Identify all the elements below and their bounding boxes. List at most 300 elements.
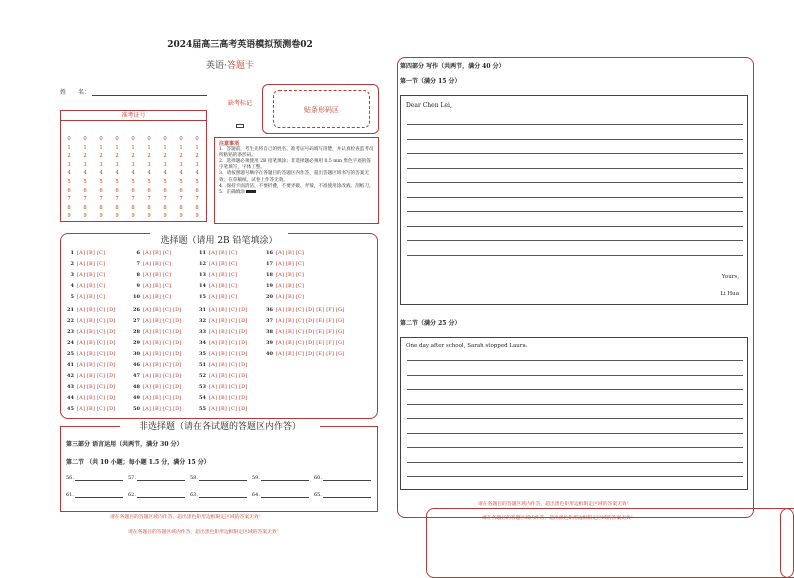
admission-digit-option[interactable]: 0 [179, 136, 183, 142]
admission-digit-option[interactable]: 5 [147, 178, 151, 185]
admission-digit-option[interactable]: 7 [147, 196, 151, 203]
writing-line[interactable] [407, 255, 743, 256]
choice-question[interactable] [130, 294, 171, 300]
admission-digit-option[interactable]: 9 [163, 213, 167, 220]
answer-bubbles[interactable]: [A] [B] [C] [276, 294, 305, 300]
blank-line[interactable] [261, 480, 309, 481]
admission-digit-option[interactable]: 6 [147, 187, 151, 194]
blank-line[interactable] [199, 480, 247, 481]
fill-blank[interactable] [66, 475, 123, 481]
writing-line[interactable] [407, 182, 743, 183]
admission-digit-option[interactable]: 6 [179, 187, 183, 194]
admission-digit-column[interactable] [64, 135, 74, 221]
choice-question[interactable] [196, 294, 237, 300]
choice-question[interactable] [263, 351, 344, 357]
choice-question[interactable] [64, 406, 116, 412]
admission-digit-option[interactable]: 5 [83, 178, 87, 185]
writing-line[interactable] [407, 153, 743, 154]
admission-digit-option[interactable]: 1 [195, 144, 199, 151]
writing-line[interactable] [407, 124, 743, 125]
admission-digit-option[interactable]: 6 [195, 187, 199, 194]
choice-question[interactable] [196, 351, 248, 357]
fill-blank[interactable] [252, 475, 309, 481]
answer-bubbles[interactable]: [A] [B] [C] [143, 250, 172, 256]
fill-blank[interactable] [314, 475, 371, 481]
choice-question[interactable] [263, 261, 304, 267]
choice-question[interactable] [130, 395, 182, 401]
answer-bubbles[interactable]: [A] [B] [C] [D] [143, 373, 182, 379]
admission-digit-option[interactable]: 7 [179, 196, 183, 203]
answer-bubbles[interactable]: [A] [B] [C] [D] [209, 318, 248, 324]
answer-bubbles[interactable]: [A] [B] [C] [209, 250, 238, 256]
question-number: 33 [199, 329, 206, 335]
choice-section-title: 选择题（请用 2B 铅笔填涂） [150, 233, 288, 246]
answer-bubbles[interactable]: [A] [B] [C] [D] [209, 395, 248, 401]
answer-bubbles[interactable]: [A] [B] [C] [276, 250, 305, 256]
admission-digit-option[interactable]: 3 [131, 161, 135, 168]
choice-question[interactable] [263, 340, 344, 346]
admission-digit-option[interactable]: 2 [83, 153, 87, 160]
answer-bubbles[interactable]: [A] [B] [C] [D] [77, 384, 116, 390]
part4-section2-heading: 第二节（满分 25 分） [400, 320, 461, 327]
admission-digit-option[interactable]: 0 [163, 136, 167, 142]
writing-line[interactable] [407, 211, 743, 212]
answer-bubbles[interactable]: [A] [B] [C] [143, 261, 172, 267]
answer-bubbles[interactable]: [A] [B] [C] [276, 261, 305, 267]
admission-digit-option[interactable]: 1 [163, 144, 167, 151]
answer-bubbles[interactable]: [A] [B] [C] [D] [77, 307, 116, 313]
writing-line[interactable] [407, 433, 743, 434]
admission-digit-option[interactable]: 7 [163, 196, 167, 203]
admission-digit-option[interactable]: 8 [99, 204, 103, 211]
blank-line[interactable] [75, 497, 123, 498]
question-number: 23 [67, 329, 74, 335]
admission-digit-option[interactable]: 4 [147, 170, 151, 177]
blank-line[interactable] [323, 480, 371, 481]
writing-line[interactable] [407, 404, 743, 405]
choice-question[interactable] [64, 329, 116, 335]
choice-question[interactable] [196, 395, 248, 401]
blank-line[interactable] [137, 497, 185, 498]
admission-digit-option[interactable]: 7 [115, 196, 119, 203]
choice-question[interactable] [196, 362, 248, 368]
choice-question[interactable] [263, 294, 304, 300]
blank-line[interactable] [323, 497, 371, 498]
choice-question[interactable] [196, 406, 248, 412]
answer-bubbles[interactable]: [A] [B] [C] [209, 294, 238, 300]
question-number: 14 [199, 283, 206, 289]
choice-question[interactable] [263, 307, 344, 313]
answer-bubbles[interactable]: [A] [B] [C] [D] [77, 318, 116, 324]
admission-digit-option[interactable]: 3 [99, 161, 103, 168]
question-number: 41 [67, 362, 74, 368]
instruction-line: 4．保持卡面清洁，不要折叠，不要弄破、弄皱，不准使用涂改液、刮纸刀。 [219, 183, 374, 189]
fill-blank[interactable] [66, 492, 123, 498]
fill-blank[interactable] [314, 492, 371, 498]
choice-question[interactable] [130, 384, 182, 390]
writing-line[interactable] [407, 360, 743, 361]
admission-digit-option[interactable]: 3 [195, 161, 199, 168]
answer-bubbles[interactable]: [A] [B] [C] [77, 283, 106, 289]
answer-bubbles[interactable]: [A] [B] [C] [276, 272, 305, 278]
letter-greeting: Dear Chen Lei, [406, 102, 452, 109]
choice-question[interactable] [196, 272, 237, 278]
admission-digit-option[interactable]: 0 [83, 136, 87, 142]
admission-digit-option[interactable]: 0 [195, 136, 199, 142]
writing-line[interactable] [407, 418, 743, 419]
nonchoice-section-title: 非选择题（请在各试题的答题区内作答） [120, 419, 320, 432]
admission-digit-column[interactable] [80, 135, 90, 221]
admission-digit-option[interactable]: 8 [115, 204, 119, 211]
choice-question[interactable] [64, 272, 105, 278]
admission-digit-option[interactable]: 8 [195, 204, 199, 211]
admission-digit-column[interactable] [176, 135, 186, 221]
question-number: 4 [70, 283, 74, 289]
choice-question[interactable] [196, 283, 237, 289]
answer-bubbles[interactable]: [A] [B] [C] [D] [209, 362, 248, 368]
fill-blank[interactable] [128, 492, 185, 498]
choice-question[interactable] [130, 318, 182, 324]
admission-digit-option[interactable]: 2 [179, 153, 183, 160]
admission-digit-option[interactable]: 4 [67, 170, 71, 177]
answer-bubbles[interactable]: [A] [B] [C] [209, 261, 238, 267]
choice-question[interactable] [130, 261, 171, 267]
blank-number: 62. [128, 492, 136, 498]
fill-example-label: 5．正确填涂 [219, 189, 245, 195]
question-number: 28 [133, 329, 140, 335]
admission-digit-option[interactable]: 8 [179, 204, 183, 211]
admission-digit-option[interactable]: 1 [115, 144, 119, 151]
answer-bubbles[interactable]: [A] [B] [C] [D] [E] [F] [G] [276, 329, 345, 335]
choice-question[interactable] [263, 329, 344, 335]
admission-digit-option[interactable]: 3 [163, 161, 167, 168]
choice-question[interactable] [196, 384, 248, 390]
writing-line[interactable] [407, 447, 743, 448]
admission-digit-column[interactable] [96, 135, 106, 221]
writing-line[interactable] [407, 226, 743, 227]
question-number: 11 [199, 250, 206, 256]
answer-bubbles[interactable]: [A] [B] [C] [209, 272, 238, 278]
choice-question[interactable] [196, 261, 237, 267]
fill-blank[interactable] [190, 492, 247, 498]
answer-bubbles[interactable]: [A] [B] [C] [276, 283, 305, 289]
answer-bubbles[interactable]: [A] [B] [C] [D] [209, 406, 248, 412]
admission-digit-option[interactable]: 3 [83, 161, 87, 168]
admission-digit-option[interactable]: 2 [147, 153, 151, 160]
choice-question[interactable] [130, 307, 182, 313]
blank-line[interactable] [137, 480, 185, 481]
admission-digit-option[interactable]: 9 [83, 213, 87, 220]
answer-bubbles[interactable]: [A] [B] [C] [D] [143, 384, 182, 390]
admission-digit-column[interactable] [112, 135, 122, 221]
admission-digit-option[interactable]: 6 [83, 187, 87, 194]
answer-bubbles[interactable]: [A] [B] [C] [D] [143, 351, 182, 357]
writing-line[interactable] [407, 168, 743, 169]
part4-heading: 第四部分 写作（共两节，满分 40 分） [400, 63, 505, 70]
admission-digit-option[interactable]: 6 [131, 187, 135, 194]
page-title: 2024届高三高考英语模拟预测卷02 [167, 40, 313, 50]
question-number: 15 [199, 294, 206, 300]
choice-question[interactable] [130, 272, 171, 278]
answer-bubbles[interactable]: [A] [B] [C] [D] [209, 307, 248, 313]
admission-digit-column[interactable] [128, 135, 138, 221]
nonchoice-title-wrap [120, 419, 320, 432]
answer-bubbles[interactable]: [A] [B] [C] [143, 294, 172, 300]
admission-digit-option[interactable]: 1 [83, 144, 87, 151]
choice-question[interactable] [263, 283, 304, 289]
admission-digit-option[interactable]: 5 [131, 178, 135, 185]
name-field[interactable] [92, 95, 207, 96]
admission-digit-option[interactable]: 9 [67, 213, 71, 220]
answer-bubbles[interactable]: [A] [B] [C] [77, 261, 106, 267]
choice-question[interactable] [64, 261, 105, 267]
continuation-writing-box[interactable] [400, 337, 748, 490]
fill-blank[interactable] [190, 475, 247, 481]
admission-digit-option[interactable]: 9 [131, 213, 135, 220]
admission-digit-option[interactable]: 2 [67, 153, 71, 160]
admission-digit-option[interactable]: 5 [99, 178, 103, 185]
admission-digit-option[interactable]: 8 [131, 204, 135, 211]
admission-digit-option[interactable]: 4 [131, 170, 135, 177]
part3-heading: 第三部分 语言运用（共两节，满分 30 分） [66, 441, 183, 448]
choice-question[interactable] [64, 307, 116, 313]
choice-question[interactable] [130, 250, 171, 256]
admission-digit-option[interactable]: 9 [115, 213, 119, 220]
choice-question[interactable] [263, 250, 304, 256]
choice-question[interactable] [130, 406, 182, 412]
answer-bubbles[interactable]: [A] [B] [C] [D] [143, 406, 182, 412]
admission-digit-option[interactable]: 2 [163, 153, 167, 160]
admission-digit-option[interactable]: 8 [147, 204, 151, 211]
admission-digit-option[interactable]: 4 [195, 170, 199, 177]
answer-bubbles[interactable]: [A] [B] [C] [D] [209, 329, 248, 335]
admission-digit-option[interactable]: 8 [83, 204, 87, 211]
question-number: 53 [199, 384, 206, 390]
admission-digit-option[interactable]: 4 [83, 170, 87, 177]
admission-digit-option[interactable]: 3 [179, 161, 183, 168]
admission-digit-option[interactable]: 6 [99, 187, 103, 194]
question-number: 2 [70, 261, 74, 267]
choice-question[interactable] [196, 340, 248, 346]
choice-title-wrap [150, 233, 288, 246]
answer-bubbles[interactable]: [A] [B] [C] [D] [77, 351, 116, 357]
choice-question[interactable] [263, 272, 304, 278]
choice-question[interactable] [196, 373, 248, 379]
writing-line[interactable] [407, 462, 743, 463]
admission-digit-option[interactable]: 0 [115, 136, 119, 142]
question-number: 35 [199, 351, 206, 357]
writing-line[interactable] [407, 476, 743, 477]
answer-bubbles[interactable]: [A] [B] [C] [D] [143, 329, 182, 335]
part3-section2-heading: 第二节 （共 10 小题；每小题 1.5 分，满分 15 分） [66, 459, 210, 466]
answer-bubbles[interactable]: [A] [B] [C] [143, 283, 172, 289]
answer-bubbles[interactable]: [A] [B] [C] [D] [77, 395, 116, 401]
blank-line[interactable] [261, 497, 309, 498]
admission-digit-option[interactable]: 0 [99, 136, 103, 142]
letter-closing: Yours, [721, 274, 739, 280]
answer-bubbles[interactable]: [A] [B] [C] [D] [143, 307, 182, 313]
choice-question[interactable] [64, 395, 116, 401]
choice-question[interactable] [64, 318, 116, 324]
admission-digit-option[interactable]: 9 [99, 213, 103, 220]
answer-bubbles[interactable]: [A] [B] [C] [D] [77, 329, 116, 335]
answer-bubbles[interactable]: [A] [B] [C] [D] [77, 406, 116, 412]
admission-digit-option[interactable]: 5 [179, 178, 183, 185]
admission-digit-option[interactable]: 6 [67, 187, 71, 194]
instructions-box [214, 137, 379, 224]
admission-digit-option[interactable]: 1 [67, 144, 71, 151]
admission-digit-column[interactable] [160, 135, 170, 221]
admission-digit-option[interactable]: 0 [131, 136, 135, 142]
choice-question[interactable] [130, 329, 182, 335]
subtitle-subject: 英语· [206, 61, 227, 71]
admission-digit-option[interactable]: 5 [67, 178, 71, 185]
next-page-edge-frame [780, 508, 794, 578]
answer-bubbles[interactable]: [A] [B] [C] [209, 283, 238, 289]
answer-bubbles[interactable]: [A] [B] [C] [D] [143, 318, 182, 324]
admission-digit-option[interactable]: 2 [131, 153, 135, 160]
answer-bubbles[interactable]: [A] [B] [C] [D] [E] [F] [G] [276, 340, 345, 346]
admission-number-grid[interactable] [60, 110, 207, 222]
choice-question[interactable] [64, 283, 105, 289]
answer-bubbles[interactable]: [A] [B] [C] [D] [77, 373, 116, 379]
admission-digit-option[interactable]: 7 [67, 196, 71, 203]
writing-warning: 请在各题目的答题区域内作答，超出黑色矩形边框限定区域的答案无效！ [478, 502, 632, 507]
answer-bubbles[interactable]: [A] [B] [C] [77, 294, 106, 300]
answer-sheet-subtitle [190, 58, 270, 71]
admission-digit-option[interactable]: 5 [163, 178, 167, 185]
question-number: 7 [136, 261, 140, 267]
admission-digit-option[interactable]: 8 [67, 204, 71, 211]
admission-digit-option[interactable]: 4 [163, 170, 167, 177]
answer-bubbles[interactable]: [A] [B] [C] [D] [143, 362, 182, 368]
writing-line[interactable] [407, 139, 743, 140]
admission-digit-option[interactable]: 6 [163, 187, 167, 194]
blank-number: 65. [314, 492, 322, 498]
blank-line[interactable] [199, 497, 247, 498]
letter-writing-box[interactable] [400, 95, 748, 305]
answer-bubbles[interactable]: [A] [B] [C] [D] [143, 395, 182, 401]
choice-question[interactable] [196, 250, 237, 256]
answer-bubbles[interactable]: [A] [B] [C] [D] [143, 340, 182, 346]
admission-digit-option[interactable]: 6 [115, 187, 119, 194]
choice-question[interactable] [64, 294, 105, 300]
choice-question[interactable] [130, 373, 182, 379]
admission-digit-option[interactable]: 2 [115, 153, 119, 160]
question-number: 19 [266, 283, 273, 289]
admission-digit-column[interactable] [144, 135, 154, 221]
question-number: 51 [199, 362, 206, 368]
choice-question[interactable] [130, 351, 182, 357]
blank-line[interactable] [75, 480, 123, 481]
admission-digit-option[interactable]: 1 [179, 144, 183, 151]
answer-bubbles[interactable]: [A] [B] [C] [D] [209, 384, 248, 390]
admission-digit-option[interactable]: 3 [147, 161, 151, 168]
question-number: 5 [70, 294, 74, 300]
choice-question[interactable] [196, 329, 248, 335]
answer-bubbles[interactable]: [A] [B] [C] [77, 272, 106, 278]
admission-digit-option[interactable]: 2 [195, 153, 199, 160]
question-number: 37 [266, 318, 273, 324]
choice-question[interactable] [64, 351, 116, 357]
story-opener: One day after school, Sarah stopped Laura. [406, 343, 528, 349]
writing-line[interactable] [407, 240, 743, 241]
choice-question[interactable] [263, 318, 344, 324]
choice-question[interactable] [64, 362, 116, 368]
admission-digit-option[interactable]: 7 [195, 196, 199, 203]
blank-number: 60. [314, 475, 322, 481]
choice-question[interactable] [64, 340, 116, 346]
admission-digit-option[interactable]: 1 [147, 144, 151, 151]
choice-question[interactable] [64, 250, 105, 256]
admission-digit-option[interactable]: 3 [115, 161, 119, 168]
admission-digit-option[interactable]: 7 [131, 196, 135, 203]
admission-digit-option[interactable]: 0 [67, 136, 71, 142]
admission-digit-option[interactable]: 9 [179, 213, 183, 220]
admission-digit-option[interactable]: 4 [115, 170, 119, 177]
answer-bubbles[interactable]: [A] [B] [C] [D] [77, 362, 116, 368]
answer-bubbles[interactable]: [A] [B] [C] [D] [E] [F] [G] [276, 318, 345, 324]
admission-digit-option[interactable]: 4 [99, 170, 103, 177]
admission-digit-option[interactable]: 2 [99, 153, 103, 160]
admission-digit-option[interactable]: 5 [115, 178, 119, 185]
question-number: 46 [133, 362, 140, 368]
instruction-line: 2．选择题必须使用 2B 铅笔填涂；非选择题必须用 0.5 mm 黑色字迹的签字笔填写，字体工整。 [219, 159, 371, 171]
choice-question[interactable] [196, 318, 248, 324]
question-number: 42 [67, 373, 74, 379]
admission-digit-option[interactable]: 7 [83, 196, 87, 203]
question-number: 50 [133, 406, 140, 412]
choice-question[interactable] [130, 340, 182, 346]
admission-digit-column[interactable] [192, 135, 202, 221]
admission-digit-option[interactable]: 7 [99, 196, 103, 203]
question-number: 18 [266, 272, 273, 278]
admission-digit-option[interactable]: 9 [195, 213, 199, 220]
answer-bubbles[interactable]: [A] [B] [C] [D] [209, 340, 248, 346]
admission-digit-option[interactable]: 3 [67, 161, 71, 168]
instructions-title: 注意事项 [219, 141, 240, 147]
choice-question[interactable] [64, 373, 116, 379]
admission-digit-option[interactable]: 8 [163, 204, 167, 211]
admission-digit-option[interactable]: 5 [195, 178, 199, 185]
choice-question[interactable] [130, 362, 182, 368]
fill-blank[interactable] [128, 475, 185, 481]
writing-line[interactable] [407, 389, 743, 390]
question-number: 48 [133, 384, 140, 390]
admission-digit-option[interactable]: 9 [147, 213, 151, 220]
answer-bubbles[interactable]: [A] [B] [C] [D] [E] [F] [G] [276, 351, 345, 357]
writing-line[interactable] [407, 197, 743, 198]
admission-digit-option[interactable]: 1 [99, 144, 103, 151]
answer-bubbles[interactable]: [A] [B] [C] [D] [209, 351, 248, 357]
admission-digit-option[interactable]: 0 [147, 136, 151, 142]
admission-digit-option[interactable]: 1 [131, 144, 135, 151]
answer-bubbles[interactable]: [A] [B] [C] [77, 250, 106, 256]
answer-bubbles[interactable]: [A] [B] [C] [143, 272, 172, 278]
writing-line[interactable] [407, 375, 743, 376]
fill-blank[interactable] [252, 492, 309, 498]
choice-question[interactable] [130, 283, 171, 289]
choice-question[interactable] [196, 307, 248, 313]
admission-number-label: 准考证号 [61, 111, 206, 121]
missing-exam-checkbox[interactable] [236, 124, 244, 128]
answer-bubbles[interactable]: [A] [B] [C] [D] [209, 373, 248, 379]
answer-bubbles[interactable]: [A] [B] [C] [D] [E] [F] [G] [276, 307, 345, 313]
question-number: 31 [199, 307, 206, 313]
choice-question[interactable] [64, 384, 116, 390]
admission-digit-option[interactable]: 4 [179, 170, 183, 177]
answer-bubbles[interactable]: [A] [B] [C] [D] [77, 340, 116, 346]
